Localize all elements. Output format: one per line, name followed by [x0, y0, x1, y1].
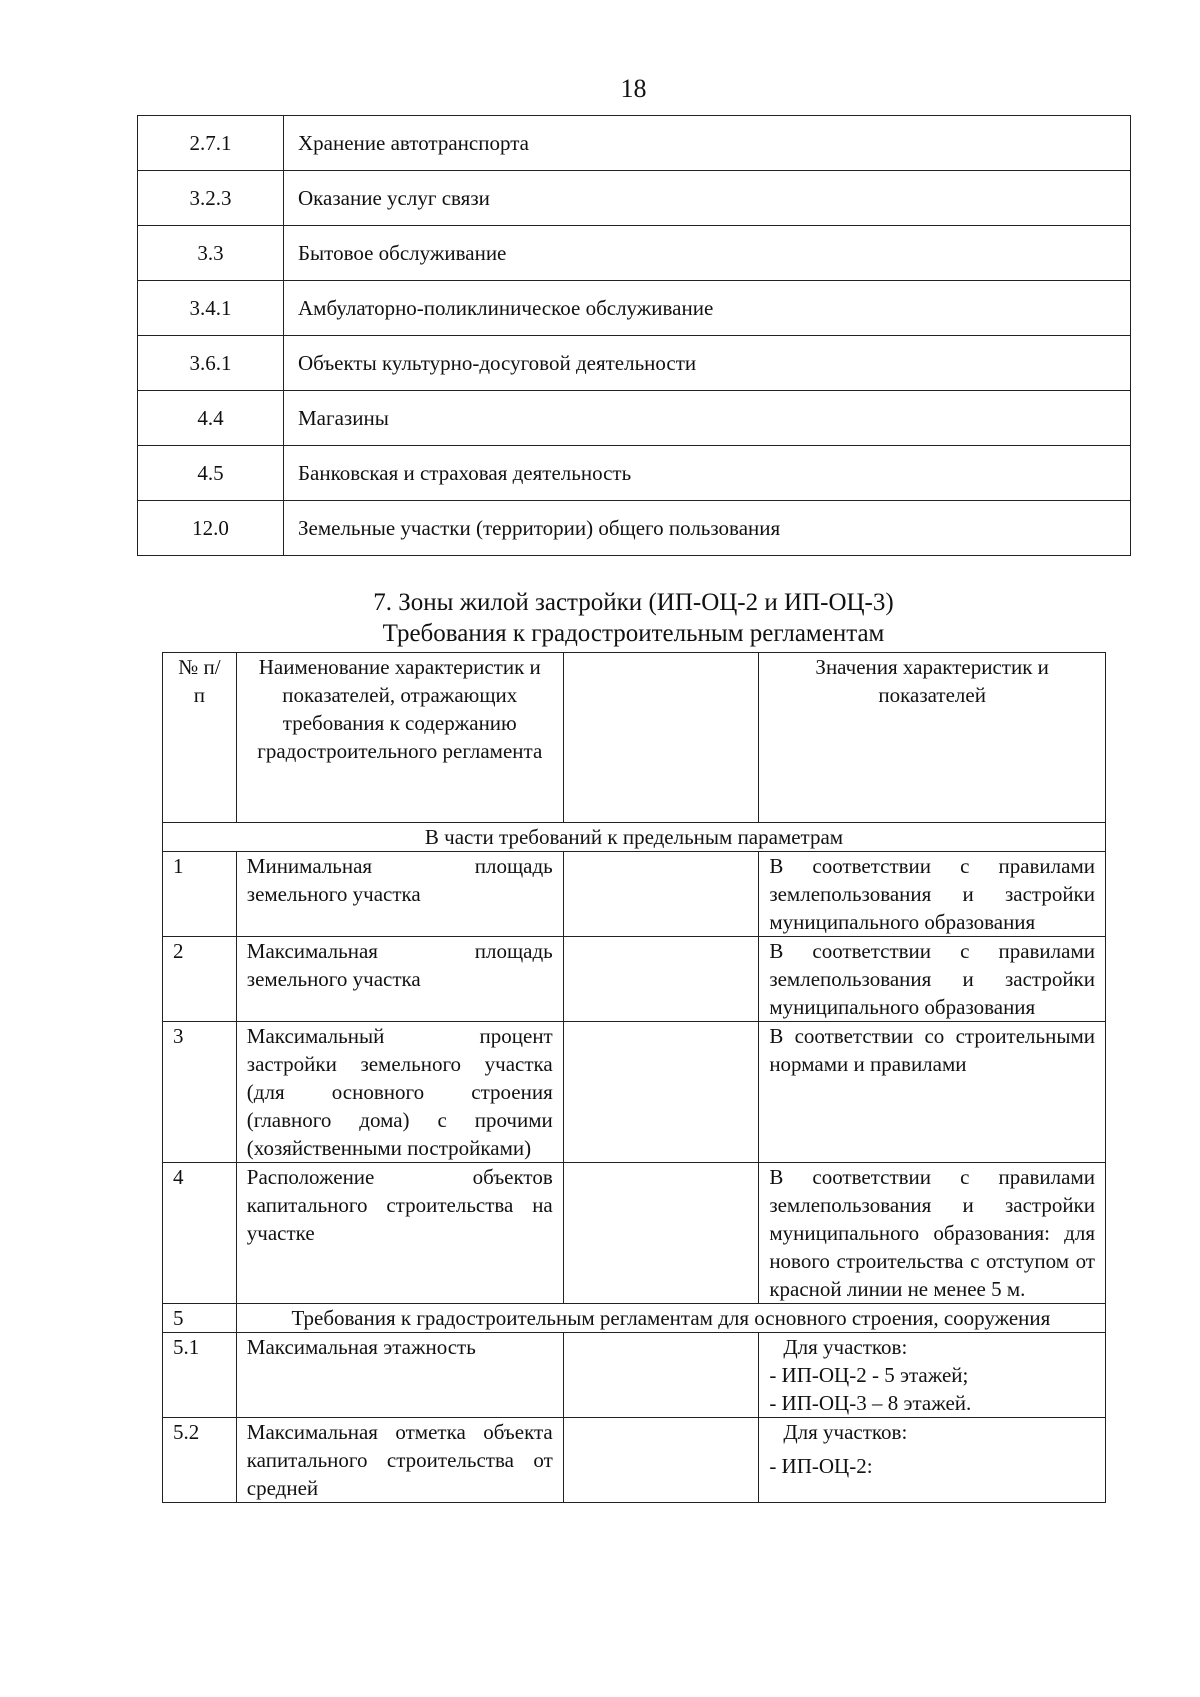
row-value: В соответствии со строительными нормами и правилами: [759, 1022, 1106, 1163]
row-empty: [563, 937, 759, 1022]
page-number: 18: [620, 74, 647, 103]
header-row: [163, 653, 1106, 823]
row-value: [759, 1333, 1106, 1418]
row-empty: [563, 1163, 759, 1304]
group-limits-label: В части требований к предельным параметрам: [163, 823, 1106, 852]
group-row: [163, 823, 1106, 852]
row-num: 3: [163, 1022, 237, 1163]
use-name: Магазины: [284, 391, 1131, 446]
row-num: 5.1: [163, 1333, 237, 1418]
table-row: [138, 226, 1131, 281]
value-line: - ИП-ОЦ-2:: [769, 1454, 873, 1478]
table-row: [163, 1304, 1106, 1333]
row-empty: [563, 1418, 759, 1503]
table-row: [163, 852, 1106, 937]
row-empty: [563, 1022, 759, 1163]
row-num: 5: [163, 1304, 237, 1333]
table-row: [163, 937, 1106, 1022]
table-row: [138, 336, 1131, 391]
header-values: Значения характеристик и показателей: [759, 653, 1106, 823]
use-name: Амбулаторно-поликлиническое обслуживание: [284, 281, 1131, 336]
row-num: 4: [163, 1163, 237, 1304]
row-num: 5.2: [163, 1418, 237, 1503]
section-title: 7. Зоны жилой застройки (ИП-ОЦ-2 и ИП-ОЦ-3): [373, 589, 894, 616]
use-name: Банковская и страховая деятельность: [284, 446, 1131, 501]
row-value: В соответствии с правилами землепользования и застройки муниципального образования: [759, 852, 1106, 937]
row-value: В соответствии с правилами землепользования и застройки муниципального образования: [759, 937, 1106, 1022]
table-row: [163, 1022, 1106, 1163]
use-code: 4.5: [138, 446, 284, 501]
use-code: 3.2.3: [138, 171, 284, 226]
value-line: - ИП-ОЦ-3 – 8 этажей.: [769, 1391, 972, 1415]
use-name: Хранение автотранспорта: [284, 116, 1131, 171]
table-row: [138, 281, 1131, 336]
row-name: Максимальный процент застройки земельного участка (для основного строения (главного дома) с прочими (хозяйственными постройками): [236, 1022, 563, 1163]
use-name: Бытовое обслуживание: [284, 226, 1131, 281]
table-row: [138, 501, 1131, 556]
table-row: [138, 446, 1131, 501]
row-name: Максимальная отметка объекта капитального строительства от средней: [236, 1418, 563, 1503]
row-empty: [563, 852, 759, 937]
row-name: Максимальная этажность: [236, 1333, 563, 1418]
table-row: [163, 1163, 1106, 1304]
row-num: 1: [163, 852, 237, 937]
value-line: - ИП-ОЦ-2 - 5 этажей;: [769, 1363, 969, 1387]
value-line: Для участков:: [783, 1420, 908, 1444]
value-line: Для участков:: [783, 1335, 908, 1359]
row-value: [759, 1418, 1106, 1503]
permitted-uses-table: [137, 115, 1131, 556]
row-name: Максимальная площадь земельного участка: [236, 937, 563, 1022]
header-name: Наименование характеристик и показателей, отражающих требования к содержанию градостроительного регламента: [236, 653, 563, 823]
use-name: Объекты культурно-досуговой деятельности: [284, 336, 1131, 391]
table-row: [163, 1333, 1106, 1418]
use-code: 2.7.1: [138, 116, 284, 171]
use-code: 3.3: [138, 226, 284, 281]
row-name: Расположение объектов капитального строительства на участке: [236, 1163, 563, 1304]
row-value: В соответствии с правилами землепользования и застройки муниципального образования: для нового строительства с отступом от красной линии не менее 5 м.: [759, 1163, 1106, 1304]
requirements-table: [162, 652, 1106, 1503]
use-name: Земельные участки (территории) общего пользования: [284, 501, 1131, 556]
use-code: 3.4.1: [138, 281, 284, 336]
row-name: Минимальная площадь земельного участка: [236, 852, 563, 937]
table-row: [138, 116, 1131, 171]
use-code: 3.6.1: [138, 336, 284, 391]
table-row: [138, 391, 1131, 446]
header-num: № п/п: [163, 653, 237, 823]
header-empty: [563, 653, 759, 823]
section-subtitle: Требования к градостроительным регламентам: [382, 620, 885, 647]
table-row: [163, 1418, 1106, 1503]
use-name: Оказание услуг связи: [284, 171, 1131, 226]
row-empty: [563, 1333, 759, 1418]
row-num: 2: [163, 937, 237, 1022]
row-merged-text: Требования к градостроительным регламентам для основного строения, сооружения: [236, 1304, 1105, 1333]
table-row: [138, 171, 1131, 226]
use-code: 12.0: [138, 501, 284, 556]
use-code: 4.4: [138, 391, 284, 446]
